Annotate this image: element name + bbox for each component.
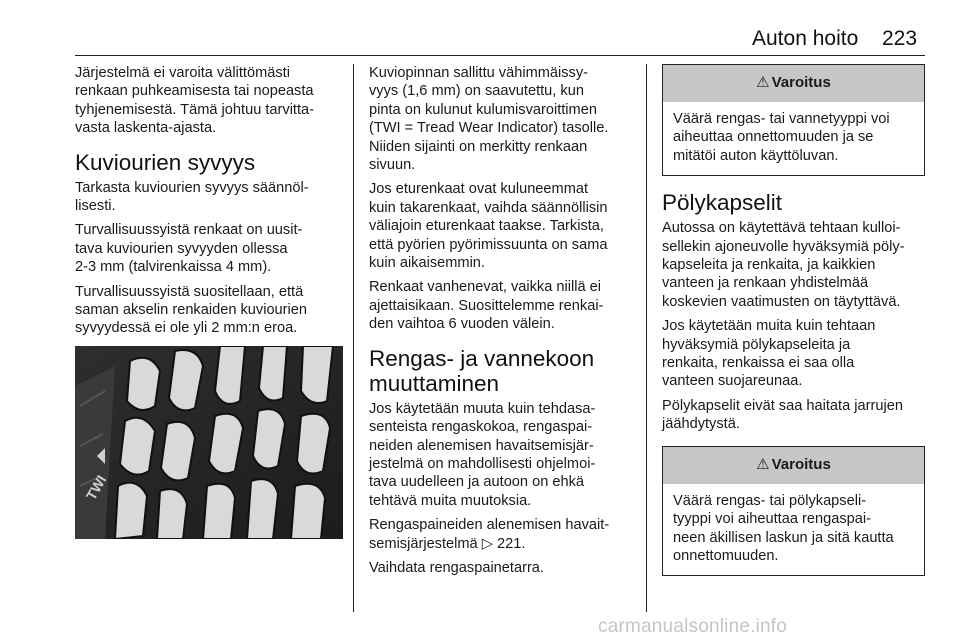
warning-text: Väärä rengas- tai vannetyyppi voi aiheuttaa onnettomuuden ja se mitätöi auton käyttöluvan. [673, 111, 890, 164]
paragraph: Jos käytetään muita kuin tehtaan hyväksymiä pölykapseleita ja renkaita, renkaissa ei saa olla vanteen suojareunaa. [662, 318, 876, 390]
warning-text: Väärä rengas- tai pölykapseli- tyyppi voi aiheuttaa rengaspai- neen äkillisen laskun ja sitä kautta onnettomuuden. [673, 492, 894, 564]
page-number: 223 [882, 27, 918, 50]
paragraph: Turvallisuussyistä renkaat on uusit- tava kuviourien syvyyden ollessa 2-3 mm (talvirenkaissa 4 mm). [75, 222, 303, 276]
page-header-title: Auton hoito [752, 27, 859, 50]
warning-header [663, 447, 924, 484]
warning-triangle-icon: ⚠ [756, 455, 770, 473]
section-heading-tire-size-change: Rengas- ja vannekoon muuttaminen [369, 345, 595, 396]
tire-tread-illustration [75, 346, 343, 539]
paragraph: Turvallisuussyistä suositellaan, että saman akselin renkaiden kuviourien syvyydessä ei ole yli 2 mm:n eroa. [75, 283, 308, 337]
paragraph-with-page-reference: Rengaspaineiden alenemisen havait- semisjärjestelmä ▷ 221. [369, 517, 610, 552]
watermark: carmanualsonline.info [598, 616, 788, 637]
column-divider [353, 64, 354, 612]
paragraph: Renkaat vanhenevat, vaikka niillä ei ajettaisikaan. Suosittelemme renkai- den vaihtoa 6 vuoden välein. [369, 279, 604, 333]
warning-box [662, 446, 925, 577]
header-divider [75, 55, 925, 56]
right-column [662, 64, 925, 586]
paragraph: Jos eturenkaat ovat kuluneemmat kuin takarenkaat, vaihda säännöllisin väliajoin eturenkaat taakse. Tarkista, että pyörien pyörimissuunta on sama kuin aikaisemmin. [369, 181, 608, 272]
paragraph: Pölykapselit eivät saa haitata jarrujen jäähdytystä. [662, 397, 903, 433]
warning-header [663, 65, 924, 102]
left-column [75, 64, 343, 539]
middle-column [369, 64, 631, 583]
intro-paragraph: Järjestelmä ei varoita välittömästi renkaan puhkeamisesta tai nopeasta tyhjenemisestä. Tämä johtuu tarvitta- vasta laskenta-ajasta. [75, 65, 315, 137]
paragraph: Kuviopinnan sallittu vähimmäissy- vyys (1,6 mm) on saavutettu, kun pinta on kulunut kulumisvaroittimen (TWI = Tread Wear Indicator) tasolle. Niiden sijainti on merkitty renkaan sivuun. [369, 65, 609, 174]
paragraph: Jos käytetään muuta kuin tehdasa- senteista rengaskokoa, rengaspai- neiden alenemisen havaitsemisjär- jestelmä on mahdollisesti ohjelmoi- tava uudelleen ja autoon on ehkä tehtävä muita muutoksia. [369, 400, 596, 509]
paragraph: Tarkasta kuviourien syvyys säännöl- lisesti. [75, 179, 309, 215]
warning-triangle-icon: ⚠ [756, 74, 770, 92]
section-heading-hubcaps: Pölykapselit [662, 190, 783, 216]
twi-label: TWI [82, 472, 110, 503]
section-heading-tread-depth: Kuviourien syvyys [75, 149, 256, 175]
paragraph: Vaihdata rengaspainetarra. [369, 559, 544, 576]
column-divider [646, 64, 647, 612]
warning-box [662, 64, 925, 176]
warning-title: Varoitus [771, 74, 831, 92]
warning-title: Varoitus [771, 455, 831, 473]
paragraph: Autossa on käytettävä tehtaan kulloi- sellekin ajoneuvolle hyväksymiä pöly- kapseleita ja renkaita, ja kaikkien vanteen ja renkaan yhdistelmää koskevien vaatimusten on täytyttävä. [662, 220, 905, 310]
